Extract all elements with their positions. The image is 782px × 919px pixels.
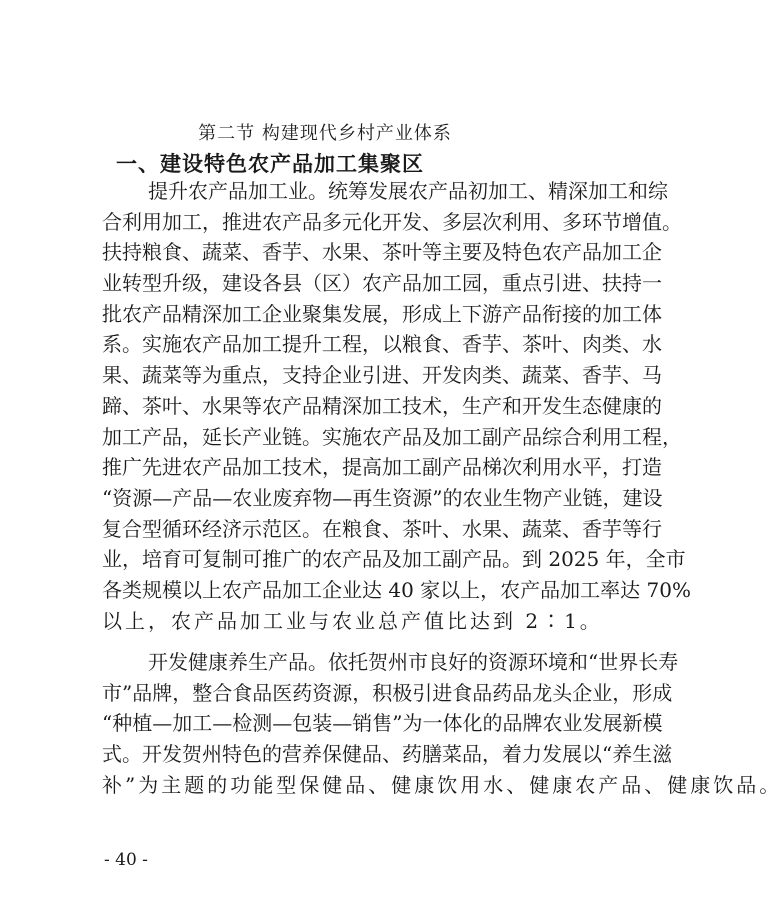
text-line: 加工产品，延长产业链。实施农产品及加工副产品综合利用工程， — [102, 424, 682, 449]
text-line: 开发健康养生产品。依托贺州市良好的资源环境和“世界长寿 — [148, 650, 679, 674]
text-line: 推广先进农产品加工技术，提高加工副产品梯次利用水平，打造 — [102, 455, 662, 480]
text-line: 合利用加工，推进农产品多元化开发、多层次利用、多环节增值。 — [102, 209, 682, 234]
text-line: 扶持粮食、蔬菜、香芋、水果、茶叶等主要及特色农产品加工企 — [102, 240, 662, 265]
text-line: 业转型升级，建设各县（区）农产品加工园，重点引进、扶持一 — [102, 271, 662, 296]
text-line: 复合型循环经济示范区。在粮食、茶叶、水果、蔬菜、香芋等行 — [102, 516, 662, 541]
text-line: 批农产品精深加工企业聚集发展，形成上下游产品衔接的加工体 — [102, 301, 662, 326]
text-line: 业，培育可复制可推广的农产品及加工副产品。到 2025 年，全市 — [102, 547, 686, 572]
text-line: 市”品牌，整合食品医药资源，积极引进食品药品龙头企业，形成 — [102, 680, 673, 705]
text-line: 提升农产品加工业。统筹发展农产品初加工、精深加工和综 — [148, 179, 668, 203]
subsection-heading: 一、建设特色农产品加工集聚区 — [116, 152, 424, 176]
text-line: 系。实施农产品加工提升工程，以粮食、香芋、茶叶、肉类、水 — [102, 332, 662, 357]
paragraph-processing-industry — [102, 176, 691, 636]
text-line: 果、蔬菜等为重点，支持企业引进、开发肉类、蔬菜、香芋、马 — [102, 363, 662, 388]
paragraph-health-products — [102, 647, 782, 800]
text-line: “种植—加工—检测—包装—销售”为一体化的品牌农业发展新模 — [102, 711, 663, 736]
text-line: 蹄、茶叶、水果等农产品精深加工技术，生产和开发生态健康的 — [102, 393, 662, 418]
text-line: 式。开发贺州特色的营养保健品、药膳菜品，着力发展以“养生滋 — [102, 742, 673, 767]
section-title: 第二节 构建现代乡村产业体系 — [198, 123, 452, 144]
text-line: 以上，农产品加工业与农业总产值比达到 2∶1。 — [102, 608, 603, 633]
text-line: 各类规模以上农产品加工企业达 40 家以上，农产品加工率达 70% — [102, 577, 691, 602]
text-line: “资源—产品—农业废弃物—再生资源”的农业生物产业链，建设 — [102, 485, 663, 510]
page-number: - 40 - — [104, 850, 148, 870]
text-line: 补”为主题的功能型保健品、健康饮用水、健康农产品、健康饮品。 — [102, 772, 782, 797]
